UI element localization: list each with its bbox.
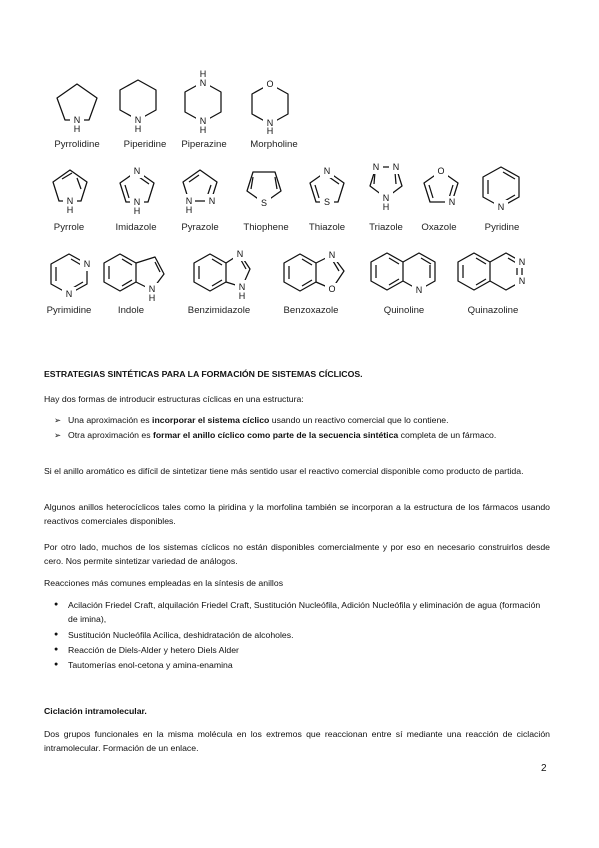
- svg-text:H: H: [238, 291, 246, 301]
- pyrazole-structure: [180, 168, 224, 216]
- svg-text:N: N: [66, 196, 74, 206]
- molecule-label: Pyridine: [484, 222, 520, 233]
- pyrrolidine-icon: [52, 82, 102, 132]
- pyrazole-icon: [180, 168, 224, 216]
- thiazole-icon: [307, 163, 347, 211]
- thiophene-structure: [244, 170, 284, 210]
- list-item: ➢ Otra aproximación es formar el anillo cíclico como parte de la secuencia sintética completa de un fármaco.: [68, 428, 550, 442]
- molecule-label: Pyrimidine: [46, 305, 92, 316]
- pyrrole-structure: [50, 168, 90, 216]
- molecule-label: Pyrazole: [181, 222, 219, 233]
- svg-text:H: H: [199, 69, 207, 79]
- molecule-label: Piperidine: [123, 139, 167, 150]
- molecule-label: Triazole: [369, 222, 403, 233]
- svg-text:O: O: [266, 79, 274, 89]
- svg-text:N: N: [83, 259, 91, 269]
- svg-text:N: N: [392, 162, 400, 172]
- thiazole-structure: [307, 163, 347, 211]
- molecule-label: Benzoxazole: [283, 305, 339, 316]
- imidazole-structure: [117, 163, 157, 217]
- benzimidazole-structure: [190, 247, 260, 301]
- oxazole-structure: [419, 163, 463, 211]
- svg-text:N: N: [415, 285, 423, 295]
- svg-text:H: H: [148, 293, 156, 303]
- molecule-label: Thiophene: [243, 222, 289, 233]
- pyrrolidine-structure: [52, 82, 102, 132]
- molecule-label: Piperazine: [181, 139, 227, 150]
- svg-text:O: O: [328, 284, 336, 294]
- svg-text:N: N: [133, 166, 141, 176]
- dot-bullet-icon: ●: [54, 646, 59, 653]
- quinoline-structure: [368, 250, 442, 296]
- svg-text:H: H: [66, 205, 74, 215]
- morpholine-structure: [248, 76, 292, 134]
- piperazine-icon: [181, 70, 225, 134]
- svg-text:N: N: [148, 284, 156, 294]
- svg-text:N: N: [266, 118, 274, 128]
- svg-text:N: N: [65, 289, 73, 299]
- pyridine-icon: [479, 163, 523, 217]
- svg-text:N: N: [236, 249, 244, 259]
- piperidine-structure: [116, 78, 160, 132]
- molecule-label: Quinoline: [383, 305, 425, 316]
- intro-paragraph: Hay dos formas de introducir estructuras cíclicas en una estructura:: [44, 394, 304, 404]
- triazole-structure: [364, 163, 408, 217]
- svg-text:N: N: [497, 202, 505, 212]
- molecule-label: Benzimidazole: [187, 305, 251, 316]
- molecule-label: Morpholine: [250, 139, 298, 150]
- dot-bullet-icon: ●: [54, 601, 59, 608]
- arrow-bullet-icon: ➢: [54, 430, 62, 440]
- list-item: ● Acilación Friedel Craft, alquilación Friedel Craft, Sustitución Nucleófila, Adición Nucleófila y eliminación de agua (formación de imina),: [54, 600, 541, 625]
- benzoxazole-icon: [280, 249, 352, 299]
- paragraph: Por otro lado, muchos de los sistemas cíclicos no están disponibles comercialmente y por eso en necesario construirlos desde cero. Nos permite sintetizar variedad de análogos.: [44, 542, 550, 567]
- molecule-label: Indole: [117, 305, 145, 316]
- quinazoline-structure: [455, 248, 529, 296]
- piperazine-structure: [181, 70, 225, 134]
- paragraph: Dos grupos funcionales en la misma molécula en los extremos que reaccionan entre sí mediante una reacción de ciclación intramolecular. Formación de un enlace.: [44, 729, 550, 754]
- paragraph: Si el anillo aromático es difícil de sintetizar tiene más sentido usar el reactivo comercial disponible como producto de partida.: [44, 466, 524, 476]
- morpholine-icon: [248, 76, 292, 134]
- svg-text:N: N: [518, 276, 526, 286]
- svg-text:N: N: [199, 116, 207, 126]
- pyrrole-icon: [50, 168, 90, 216]
- svg-text:N: N: [134, 115, 142, 125]
- svg-text:H: H: [73, 124, 81, 134]
- svg-text:H: H: [382, 202, 390, 212]
- list-item: ● Sustitución Nucleófila Acílica, deshidratación de alcoholes.: [68, 628, 550, 642]
- dot-bullet-icon: ●: [54, 661, 59, 668]
- benzimidazole-icon: [190, 247, 260, 301]
- svg-text:N: N: [372, 162, 380, 172]
- svg-text:H: H: [134, 124, 142, 134]
- svg-text:N: N: [133, 197, 141, 207]
- piperidine-icon: [116, 78, 160, 132]
- svg-text:H: H: [266, 126, 274, 136]
- list-item: ● Tautomerías enol-cetona y amina-enamina: [68, 658, 550, 672]
- section-title: Ciclación intramolecular.: [44, 706, 147, 716]
- quinoline-icon: [368, 250, 442, 296]
- benzoxazole-structure: [280, 249, 352, 299]
- indole-structure: [100, 252, 170, 302]
- section-title: ESTRATEGIAS SINTÉTICAS PARA LA FORMACIÓN DE SISTEMAS CÍCLICOS.: [44, 369, 363, 379]
- imidazole-icon: [117, 163, 157, 217]
- molecule-label: Pyrrole: [53, 222, 85, 233]
- svg-text:H: H: [185, 205, 193, 215]
- svg-text:N: N: [208, 196, 216, 206]
- svg-text:N: N: [323, 166, 331, 176]
- molecule-label: Imidazole: [115, 222, 157, 233]
- dot-bullet-icon: ●: [54, 631, 59, 638]
- molecule-label: Oxazole: [421, 222, 457, 233]
- quinazoline-icon: [455, 248, 529, 296]
- svg-text:N: N: [518, 257, 526, 267]
- paragraph: Algunos anillos heterocíclicos tales como la piridina y la morfolina también se incorporan a la estructura de los fármacos usando reactivos comerciales disponibles.: [44, 502, 550, 527]
- molecule-label: Quinazoline: [467, 305, 519, 316]
- molecule-label: Pyrrolidine: [54, 139, 100, 150]
- paragraph: Reacciones más comunes empleadas en la síntesis de anillos: [44, 578, 284, 588]
- pyridine-structure: [479, 163, 523, 217]
- svg-text:N: N: [73, 115, 81, 125]
- svg-text:N: N: [238, 282, 246, 292]
- svg-text:H: H: [133, 206, 141, 216]
- triazole-icon: [364, 163, 408, 217]
- svg-text:O: O: [437, 166, 445, 176]
- svg-text:N: N: [328, 250, 336, 260]
- svg-text:H: H: [199, 125, 207, 135]
- pyrimidine-icon: [47, 252, 91, 302]
- oxazole-icon: [419, 163, 463, 211]
- list-item: ● Reacción de Diels-Alder y hetero Diels Alder: [68, 643, 550, 657]
- indole-icon: [100, 252, 170, 302]
- molecule-label: Thiazole: [308, 222, 346, 233]
- svg-text:S: S: [323, 197, 331, 207]
- page-number: 2: [541, 763, 547, 774]
- thiophene-icon: [244, 170, 284, 210]
- svg-text:N: N: [199, 78, 207, 88]
- list-item: ➢ Una aproximación es incorporar el sistema cíclico usando un reactivo comercial que lo contiene.: [68, 413, 550, 427]
- svg-text:S: S: [260, 198, 268, 208]
- svg-text:N: N: [448, 197, 456, 207]
- pyrimidine-structure: [47, 252, 91, 302]
- svg-text:N: N: [185, 196, 193, 206]
- svg-text:N: N: [382, 193, 390, 203]
- arrow-bullet-icon: ➢: [54, 415, 62, 425]
